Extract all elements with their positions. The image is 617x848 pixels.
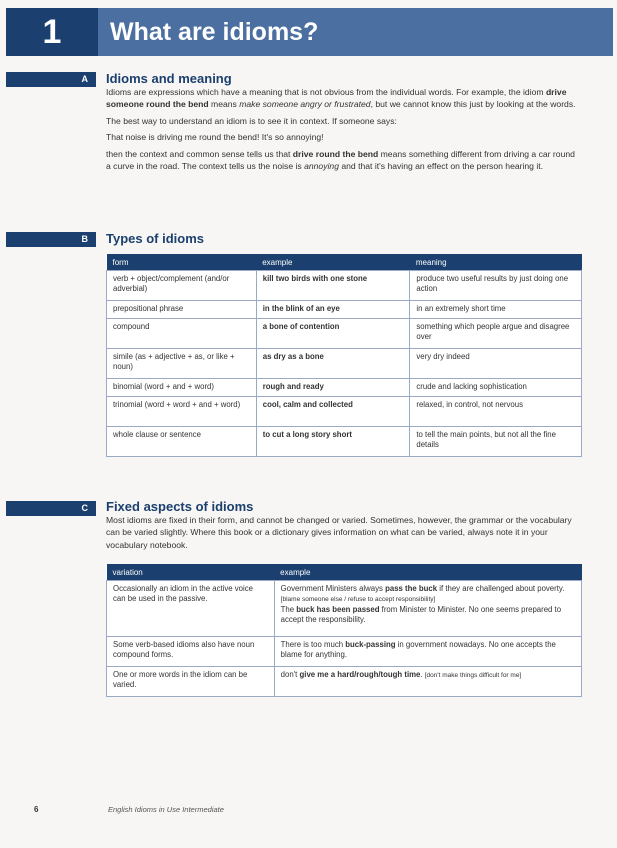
cell-example: cool, calm and collected	[256, 397, 410, 427]
cell-example: don't give me a hard/rough/tough time. [don't make things difficult for me]	[274, 667, 581, 697]
table-row	[107, 349, 582, 379]
cell-form: whole clause or sentence	[107, 427, 257, 457]
section-a-tab: A	[6, 72, 96, 87]
cell-variation: One or more words in the idiom can be varied.	[107, 667, 275, 697]
cell-meaning: crude and lacking sophistication	[410, 379, 582, 397]
column-header-example: example	[256, 254, 410, 271]
section-a-title: Idioms and meaning	[106, 71, 232, 86]
cell-example: rough and ready	[256, 379, 410, 397]
section-c-intro	[106, 514, 581, 555]
cell-form: simile (as + adjective + as, or like + noun)	[107, 349, 257, 379]
cell-meaning: produce two useful results by just doing one action	[410, 271, 582, 301]
section-a-paragraph-2: The best way to understand an idiom is to see it in context. If someone says:	[106, 115, 397, 126]
cell-example: kill two birds with one stone	[256, 271, 410, 301]
table-row	[107, 581, 582, 637]
table-header-row	[107, 254, 582, 271]
cell-variation: Some verb-based idioms also have noun compound forms.	[107, 637, 275, 667]
section-a-body	[106, 86, 581, 176]
cell-variation: Occasionally an idiom in the active voice can be used in the passive.	[107, 581, 275, 637]
section-c-title: Fixed aspects of idioms	[106, 499, 254, 514]
cell-form: compound	[107, 319, 257, 349]
cell-example: as dry as a bone	[256, 349, 410, 379]
column-header-form: form	[107, 254, 257, 271]
cell-meaning: relaxed, in control, not nervous	[410, 397, 582, 427]
column-header-meaning: meaning	[410, 254, 582, 271]
cell-example: to cut a long story short	[256, 427, 410, 457]
cell-form: binomial (word + and + word)	[107, 379, 257, 397]
section-c-tab: C	[6, 501, 96, 516]
cell-meaning: something which people argue and disagree over	[410, 319, 582, 349]
cell-example: There is too much buck-passing in government nowadays. No one accepts the blame for anything.	[274, 637, 581, 667]
section-a-paragraph-1: Idioms are expressions which have a meaning that is not obvious from the individual words. For example, the idiom drive someone round the bend means make someone angry or frustrated, but we cannot know this just by looking at the words.	[106, 87, 576, 110]
chapter-number: 1	[6, 8, 98, 56]
cell-example: in the blink of an eye	[256, 301, 410, 319]
book-title-footer: English Idioms in Use Intermediate	[108, 805, 224, 814]
idiom-types-table	[106, 254, 582, 457]
section-a-quote: That noise is driving me round the bend! It's so annoying!	[106, 132, 324, 143]
chapter-header	[6, 8, 613, 56]
cell-meaning: to tell the main points, but not all the fine details	[410, 427, 582, 457]
table-row	[107, 667, 582, 697]
section-b-title: Types of idioms	[106, 231, 204, 246]
table-row	[107, 379, 582, 397]
cell-meaning: in an extremely short time	[410, 301, 582, 319]
chapter-title: What are idioms?	[110, 18, 319, 46]
cell-example: a bone of contention	[256, 319, 410, 349]
page-number: 6	[34, 805, 39, 814]
cell-example: Government Ministers always pass the buck if they are challenged about poverty. [blame someone else / refuse to accept responsibility] The buck has been passed from Minister to Minister. No one seems prepared to accept the responsibility.	[274, 581, 581, 637]
table-row	[107, 319, 582, 349]
section-b-tab: B	[6, 232, 96, 247]
cell-meaning: very dry indeed	[410, 349, 582, 379]
section-c-intro-text: Most idioms are fixed in their form, and cannot be changed or varied. Sometimes, however, the grammar or the vocabulary can be varied slightly. Where this book or a dictionary gives information on what can be varied, always note it in your vocabulary notebook.	[106, 515, 572, 550]
cell-form: trinomial (word + word + and + word)	[107, 397, 257, 427]
table-row	[107, 271, 582, 301]
cell-form: prepositional phrase	[107, 301, 257, 319]
table-row	[107, 301, 582, 319]
table-row	[107, 397, 582, 427]
section-a-paragraph-4: then the context and common sense tells us that drive round the bend means something different from driving a car round a curve in the road. The context tells us the noise is annoying and that it's having an effect on the person hearing it.	[106, 148, 575, 172]
table-row	[107, 427, 582, 457]
column-header-example: example	[274, 564, 581, 581]
idiom-variation-table	[106, 564, 582, 697]
cell-form: verb + object/complement (and/or adverbial)	[107, 271, 257, 301]
table-row	[107, 637, 582, 667]
table-header-row	[107, 564, 582, 581]
column-header-variation: variation	[107, 564, 275, 581]
